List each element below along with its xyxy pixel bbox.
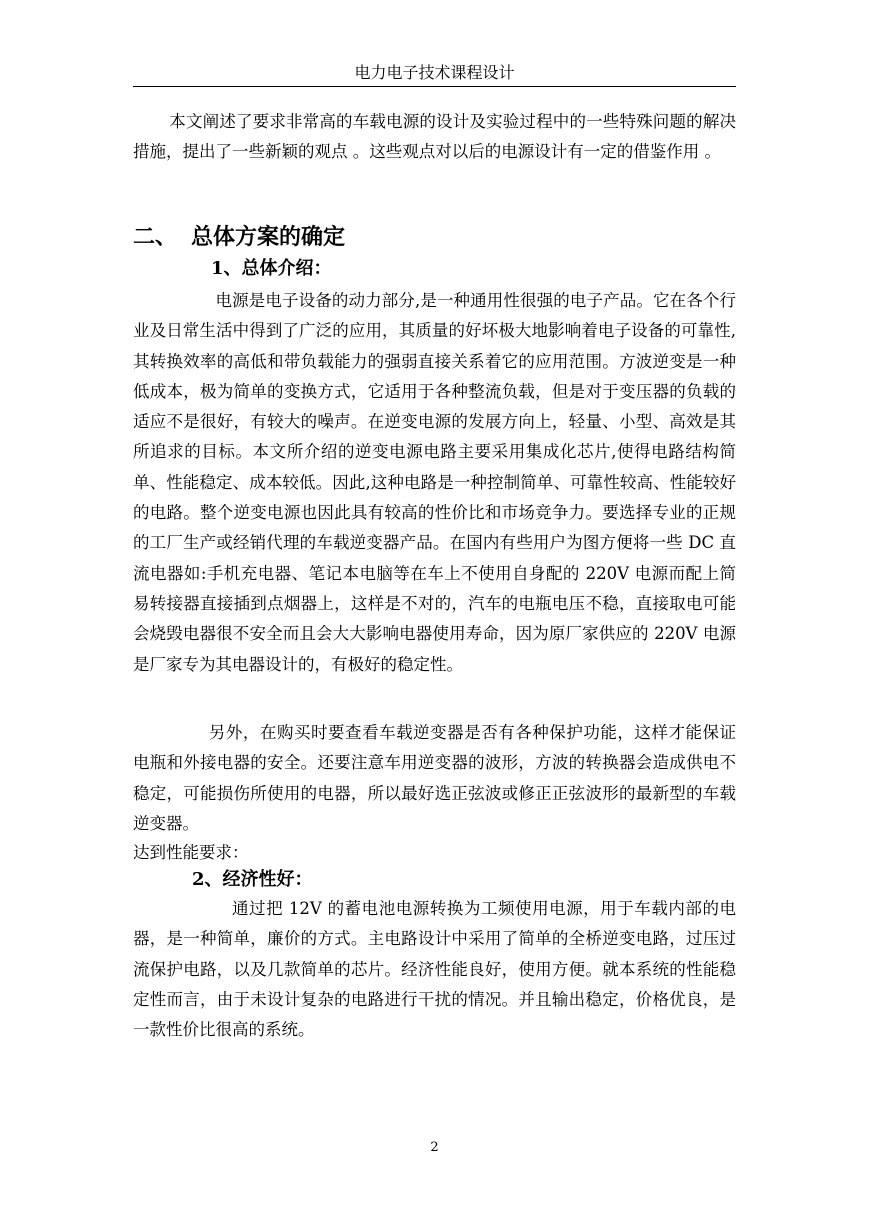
- purchase-advice-paragraph: 另外，在购买时要查看车载逆变器是否有各种保护功能，这样才能保证电瓶和外接电器的安全。还要注意车用逆变器的波形，方波的转换器会造成供电不稳定，可能损伤所使用的电器，所以最好选正弦波或修正正弦波形的最新型的车载逆变器。: [133, 723, 736, 833]
- overview-paragraph: 电源是电子设备的动力部分,是一种通用性很强的电子产品。它在各个行业及日常生活中得到了广泛的应用，其质量的好坏极大地影响着电子设备的可靠性,其转换效率的高低和带负载能力的强弱直接关系着它的应用范围。方波逆变是一种低成本，极为简单的变换方式，它适用于各种整流负载，但是对于变压器的负载的适应不是很好，有较大的噪声。在逆变电源的发展方向上，轻量、小型、高效是其所追求的目标。本文所介绍的逆变电源电路主要采用集成化芯片,使得电路结构简单、性能稳定、成本较低。因此,这种电路是一种控制简单、可靠性较高、性能较好的电路。整个逆变电源也因此具有较高的性价比和市场竞争力。要选择专业的正规的工厂生产或经销代理的车载逆变器产品。在国内有些用户为图方便将一些 DC 直流电器如:手机充电器、笔记本电脑等在车上不使用自身配的 220V 电源而配上简易转接器直接插到点烟器上，这样是不对的，汽车的电瓶电压不稳，直接取电可能会烧毁电器很不安全而且会大大影响电器使用寿命，因为原厂家供应的 220V 电源是厂家专为其电器设计的，有极好的稳定性。: [133, 291, 736, 674]
- section-title: 总体方案的确定: [191, 225, 346, 250]
- economy-paragraph: 通过把 12V 的蓄电池电源转换为工频使用电源，用于车载内部的电器，是一种简单，廉价的方式。主电路设计中采用了简单的全桥逆变电路，过压过流保护电路，以及几款简单的芯片。经济性能良好，使用方便。就本系统的性能稳定性而言，由于未设计复杂的电路进行干扰的情况。并且输出稳定，价格优良，是一款性价比很高的系统。: [133, 899, 736, 1040]
- running-header: 电力电子技术课程设计: [354, 63, 515, 82]
- subsection-heading-overview: 1、总体介绍：: [211, 258, 332, 279]
- section-number: 二、: [133, 225, 178, 250]
- requirements-lead-in: 达到性能要求：: [133, 843, 249, 862]
- header-divider: [133, 86, 736, 87]
- section-heading: [133, 223, 345, 253]
- intro-paragraph: 本文阐述了要求非常高的车载电源的设计及实验过程中的一些特殊问题的解决措施，提出了一些新颖的观点 。这些观点对以后的电源设计有一定的借鉴作用 。: [133, 112, 736, 162]
- page-number: 2: [430, 1140, 439, 1155]
- subsection-heading-economy: 2、经济性好：: [192, 869, 313, 890]
